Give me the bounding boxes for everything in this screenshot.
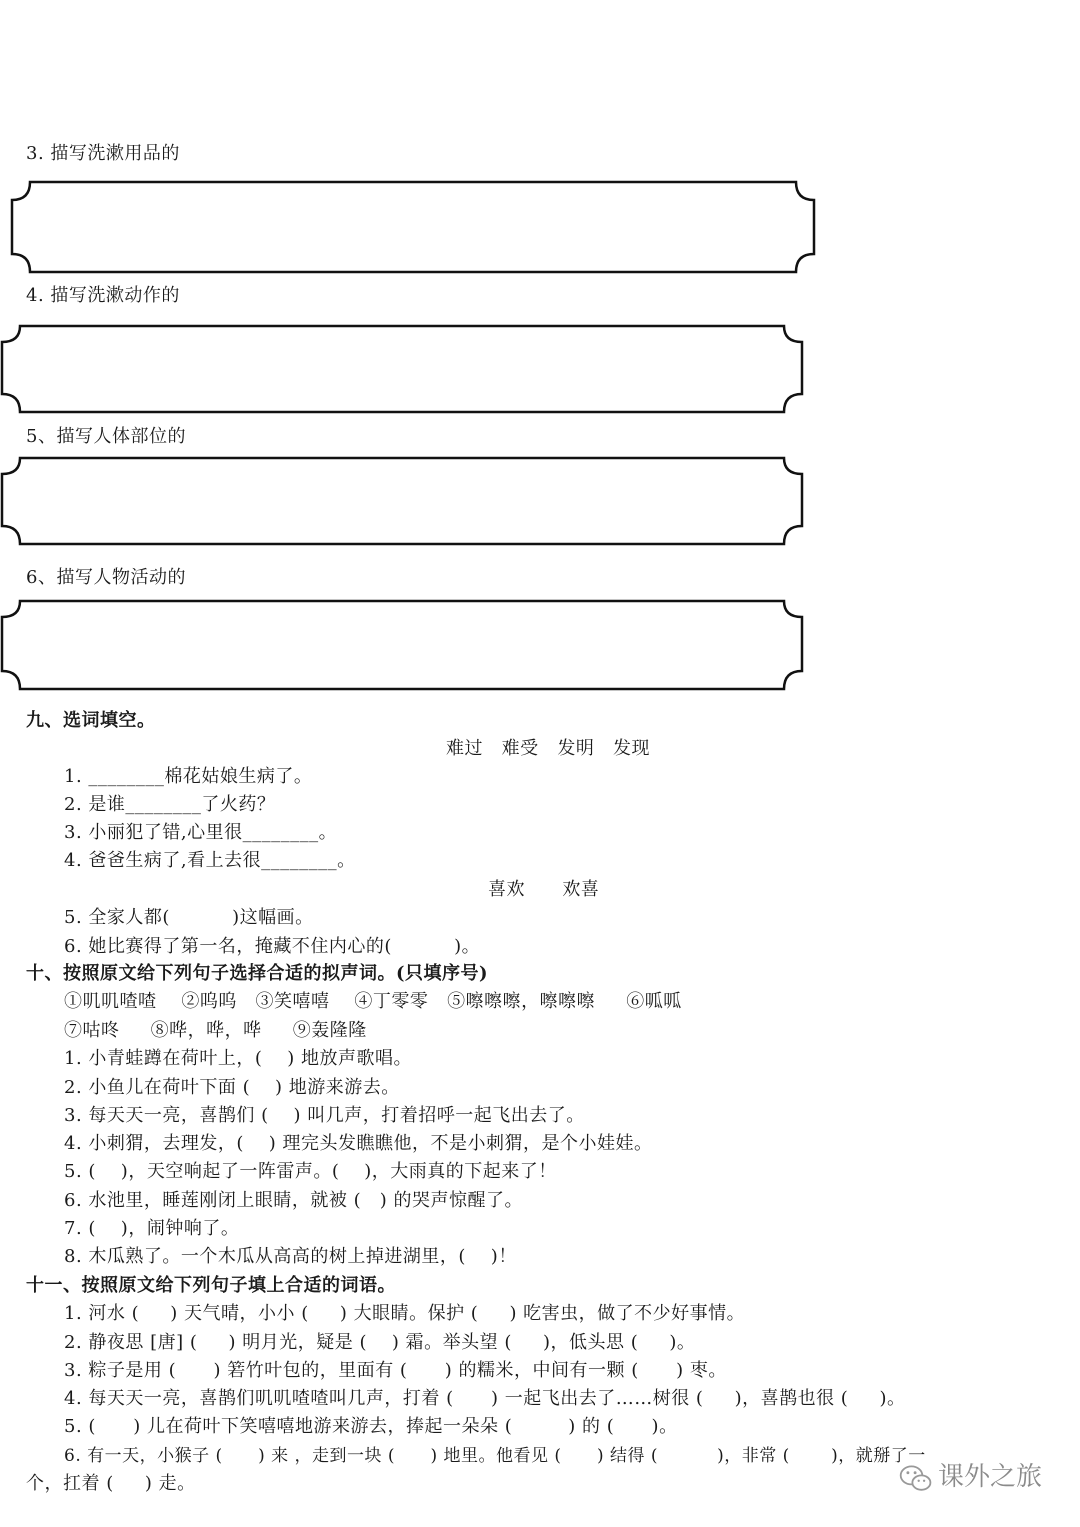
section9-title: 九、选词填空。 (26, 710, 156, 731)
recall-item-3: 3. 粽子是用 ( ) 箬竹叶包的，里面有 ( ) 的糯米，中间有一颗 ( ) 枣。 (64, 1360, 727, 1381)
answer-frame-3[interactable] (8, 178, 818, 276)
fill-item-5: 5. 全家人都( )这幅画。 (64, 907, 314, 928)
item-label-4: 4. 描写洗漱动作的 (26, 285, 180, 306)
onomatopoeia-item-5: 5. ( )，天空响起了一阵雷声。( )，大雨真的下起来了！ (64, 1161, 557, 1182)
word-bank-1: 难过 难受 发明 发现 (446, 738, 650, 759)
recall-item-1: 1. 河水 ( ) 天气晴，小小 ( ) 大眼睛。保护 ( ) 吃害虫，做了不少好事情。 (64, 1303, 746, 1324)
section11-title: 十一、按照原文给下列句子填上合适的词语。 (26, 1275, 396, 1296)
word-bank-2: 喜欢 欢喜 (488, 879, 600, 900)
recall-item-2: 2. 静夜思 [唐] ( ) 明月光，疑是 ( ) 霜。举头望 ( )，低头思 ( )。 (64, 1332, 696, 1353)
onomatopoeia-item-4: 4. 小刺猬，去理发，( ) 理完头发瞧瞧他，不是小刺猬，是个小娃娃。 (64, 1133, 653, 1154)
onomatopoeia-item-1: 1. 小青蛙蹲在荷叶上，( ) 地放声歌唱。 (64, 1048, 413, 1069)
recall-item-6: 6. 有一天，小猴子 ( ) 来 ，走到一块 ( ) 地里。他看见 ( ) 结得 ( )，非常 ( )，就掰了一 (64, 1446, 926, 1466)
item-label-5: 5、描写人体部位的 (26, 426, 186, 447)
recall-item-4: 4. 每天天一亮，喜鹊们叽叽喳喳叫几声，打着 ( ) 一起飞出去了……树很 ( )，喜鹊也很 ( )。 (64, 1388, 906, 1409)
onomatopoeia-item-6: 6. 水池里，睡莲刚闭上眼睛，就被 ( ) 的哭声惊醒了。 (64, 1190, 524, 1211)
answer-frame-4[interactable] (0, 322, 808, 416)
answer-frame-6[interactable] (0, 597, 808, 693)
onomatopoeia-options-2: ⑦咕咚 ⑧哗，哗，哗 ⑨轰隆隆 (64, 1020, 367, 1041)
item-label-6: 6、描写人物活动的 (26, 567, 186, 588)
fill-item-4: 4. 爸爸生病了,看上去很________。 (64, 850, 356, 871)
onomatopoeia-item-2: 2. 小鱼儿在荷叶下面 ( ) 地游来游去。 (64, 1077, 400, 1098)
onomatopoeia-item-7: 7. ( )，闹钟响了。 (64, 1218, 240, 1239)
section10-title: 十、按照原文给下列句子选择合适的拟声词。(只填序号) (26, 963, 489, 984)
fill-item-6: 6. 她比赛得了第一名，掩藏不住内心的( )。 (64, 936, 481, 957)
fill-item-2: 2. 是谁________了火药？ (64, 794, 276, 815)
fill-item-1: 1. ________棉花姑娘生病了。 (64, 766, 313, 787)
answer-frame-5[interactable] (0, 454, 808, 548)
fill-item-3: 3. 小丽犯了错,心里很________。 (64, 822, 338, 843)
recall-item-6-continued: 个，扛着 ( ) 走。 (26, 1473, 196, 1494)
onomatopoeia-item-3: 3. 每天天一亮，喜鹊们 ( ) 叫几声，打着招呼一起飞出去了。 (64, 1105, 585, 1126)
item-label-3: 3. 描写洗漱用品的 (26, 143, 180, 164)
onomatopoeia-options-1: ①叽叽喳喳 ②呜呜 ③笑嘻嘻 ④丁零零 ⑤嚓嚓嚓，嚓嚓嚓 ⑥呱呱 (64, 991, 682, 1012)
watermark-text: 课外之旅 (938, 1462, 1043, 1492)
recall-item-5: 5. ( ) 儿在荷叶下笑嘻嘻地游来游去，捧起一朵朵 ( ) 的 ( )。 (64, 1416, 678, 1437)
onomatopoeia-item-8: 8. 木瓜熟了。一个木瓜从高高的树上掉进湖里，( )！ (64, 1246, 517, 1267)
wechat-icon (898, 1461, 934, 1497)
